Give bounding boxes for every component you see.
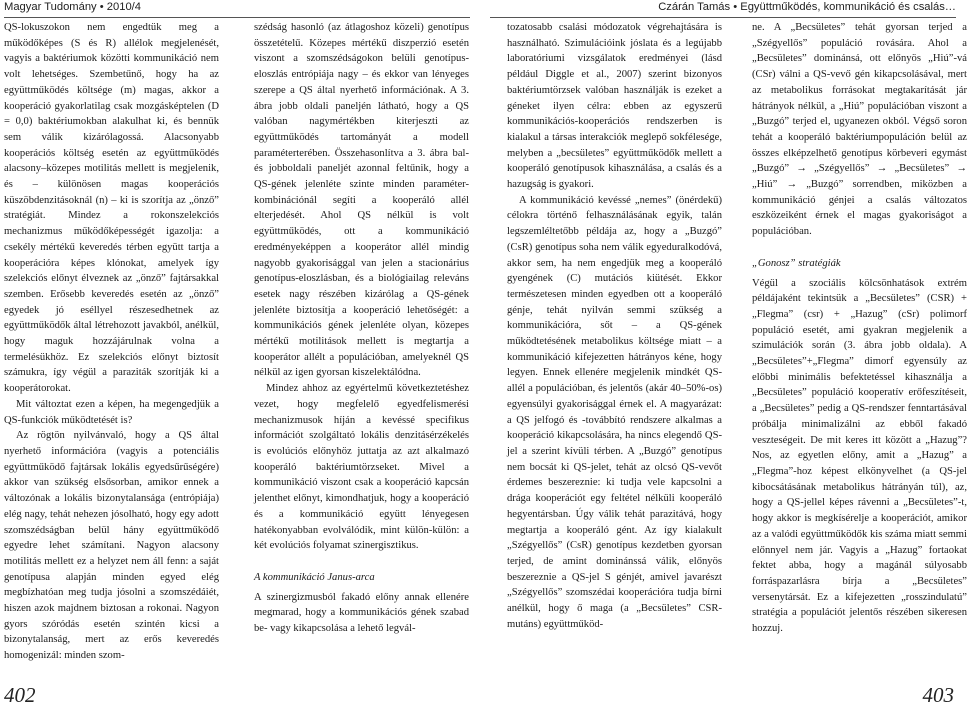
paragraph: A kommunikáció kevéssé „nemes” (önérdekű) célokra történő felhasználásának egyik, talán legszemléltetőbb példája az, hogy a „Buzgó” (CsR) genotípus soha nem válik egyeduralkodóvá, akkor sem, ha nem engedjük meg a kooperáló gyengének (C) mutációs kiütését. Ekkor természetesen minden egyedben ott a kooperáló génje, tehát nyilván semmi szükség a kommunikációra, sőt – a QS-gének működtetésének metabolikus költsége miatt – a kommunikáció kifejezetten hátrányos kéne, hogy legyen. Ennek ellenére megjelenik mindkét QS-allél a populációban, és jelentős (akár 40–50%-os) egyensúlyi gyakorisággal érnek el. A magyarázat: a QS jelfogó és -továbbító rendszere alkalmas a kooperáció kikapcsolására, ha nincs elegendő QS-jel a szerint kívüli térben. A „Buzgó” genotípus nem bocsát ki QS-jelet, tehát az olcsó QS-vevőt érdemes beszereznie: ki tudja vele kapcsolni a drága kooperációt egy feltétel nélküli kooperáló hegyentársban. Úgy válik tehát parazitává, hogy megtartja a kooperáló gént. Az így kialakult „Szégyellős” (CsR) genotípus kezdetben gyorsan terjed, de amint dominánssá válik, előnyös beszereznie a QS-jel S génjét, amivel javarészt „Szégyellős” szomszédai kooperációra tudja bírni anélkül, hogy ő maga (a „Becsületes” CSR-mutáns) együttműköd-: [507, 194, 722, 630]
running-header-left: Magyar Tudomány • 2010/4: [4, 1, 142, 13]
text-column-1: [4, 20, 219, 662]
page-number-left: 402: [4, 683, 36, 707]
paragraph: tozatosabb csalási módozatok végrehajtására is használható. Szimulációink jóslata és a legújabb laboratóriumi vizsgálatok eredményei (lásd például Diggle et al., 2007) szerint bizonyos baktériumtörzsek valóban használják is ezeket a géneket ilyen célra: ebben az egyszerű kommunikációs-kooperációs rendszerben is kialakul a társas interakciók meglepő sokfélesége, melyben a „becsületes” együttműködők mellett a kooperáló genotípusok kihasználása, a csalás és a hazugság is gyakori.: [507, 22, 722, 191]
header-rule-right: [490, 17, 956, 18]
text-column-4: [752, 20, 967, 652]
text-column-2: [254, 20, 469, 652]
section-heading: „Gonosz” stratégiák: [752, 257, 841, 269]
paragraph: Az rögtön nyilvánvaló, hogy a QS által nyerhető információra (vagyis a potenciális együttműködő fajtársak lokális egyedsűrűségére) akkor van szükség elsősorban, amikor ennek a változónak a lokális bizonytalansága (entrópiája) elég nagy, tehát nehezen jósolható, hogy egy adott szomszédságban belül hány együttműködő egyedre lehet számítani. Nagyon alacsony motilitás mellett ez a helyzet nem áll fenn: a saját genotípusa alapján minden egyed elég megbízhatóan meg tudja jósolni a szomszédáiét, hiszen azok majdnem biztosan a rokonai. Nagyon gyors szóródás esetén szintén kicsi a bizonytalanság, mert az erős keveredés homogenizál: minden szom-: [4, 430, 219, 662]
text-column-3: [507, 20, 722, 652]
page-number-right: 403: [922, 683, 954, 707]
paragraph: szédság hasonló (az átlagoshoz közeli) genotípus összetételű. Közepes mértékű diszperzió esetén viszont a szomszédságokon belüli genotípus-eloszlás entrópiája nagy – és ekkor van lényeges szerepe a QS által nyerhető információnak. A 3. ábra jobb oldali paneljén látható, hogy a QS valóban nagymértékben kiterjeszti az együttműködés tartományát a modell paraméterterében. Összehasonlítva a 3. ábra bal- és jobboldali paneljét azonnal feltűnik, hogy a QS-gének jelenléte szinte minden paraméter-kombinációnál segíti a kooperáló allél elterjedését. Ahol QS nélkül is volt együttműködés, ott a kommunikáció eredményeképpen a kooperátor allél mindig nagyobb gyakorisággal van jelen a stacionárius genotípus-eloszlásban, és a biológiailag releváns esetek nagy részében kizárólag a QS-gének jelenléte biztosítja a kooperáció lehetőségét: a kommunikációs gének jelenléte olyan, közepes mértékű motilitások mellett is megtartja a kooperátor allélt a populációban, amelyeknél QS nélkül az igen gyorsan kiszelektálódna.: [254, 22, 469, 379]
paragraph: Végül a szociális kölcsönhatások extrém példájaként tekintsük a „Becsületes” (CSR) + „Flegma” (csr) + „Hazug” (cSr) polimorf populáció esetét, ami gyakran megjelenik a szimulációk során (3. ábra jobb oldala). A „Becsületes”+„Flegma” dimorf egyensúly az előbbi minimális befektetéssel kihasználja a „Becsületes” populáció kooperatív erőfeszítéseit, a „Becsületes” pedig a QS-rendszer fenntartásával próbálja minimalizálni az ebből fakadó veszteségeit. De mit keres itt között a „Hazug”? Nos, az egyetlen előny, amit a „Hazug” a „Flegma”-hoz képest elkönyvelhet (a QS-jel kibocsátásának metabolikus hátrányán túl), az, hogy a QS-jellel képes rávenni a „Becsületes”-t, hogy akkor is megkísérelje a kooperációt, amikor az a valódi együttműködők kis száma miatt semmi előnnyel nem jár. Vagyis a „Hazug” fortaokat fektet abba, hogy a magánál súlyosabb forráspazarlásra bírja a „Becsületes” versenytársát. Ez a kifejezetten „rosszindulatú” stratégia a populációt jelentős részében sikeresen hozzuj.: [752, 277, 967, 635]
running-header-right: Czárán Tamás • Együttműködés, kommunikáció és csalás…: [658, 1, 956, 13]
paragraph: Mindez ahhoz az egyértelmű következtetéshez vezet, hogy megfelelő egyedfelismerési mechanizmusok híján a kevéssé specifikus információt szolgáltató lokális denzitásérzékelés is evolúciós előnyhöz juttatja az azt alkalmazó kooperáló baktériumtörzseket. Mivel a kommunikáció viszont csak a kooperáció kapcsán jelenthet előnyt, kimondhatjuk, hogy a kooperáció és a kommunikáció együtt lényegesen hatékonyabban evolválódik, mint külön-külön: a két evolúciós folyamat szinergisztikus.: [254, 383, 469, 552]
section-heading: A kommunikáció Janus-arca: [254, 571, 375, 583]
paragraph: A szinergizmusból fakadó előny annak ellenére megmarad, hogy a kommunikációs gének szabad be- vagy kikapcsolása a lehető legvál-: [254, 591, 469, 635]
header-rule-left: [4, 17, 470, 18]
paragraph: ne. A „Becsületes” tehát gyorsan terjed a „Szégyellős” populáció rovására. Ahol a „Becsületes” dominánsá, ott előnyös „Hiú”-vá (CSr) válni a QS-vevő gén kikapcsolásával, mert az metabolikus forrásokat megtakarítását jár hátrányok nélkül, a „Hiú” populációban viszont a „Buzgó” terjed el, ugyanezen okból. Végső soron tehát a kooperáló baktériumpopuláción belül az összes elképzelhető genotípus körbeveri egymást „Buzgó” → „Szégyellős” → „Becsületes” → „Hiú” → „Buzgó” sorrendben, miközben a kommunikáció génjei a csalás változatos eszközeiként érnek el magas gyakoriságot a populációban.: [752, 22, 967, 238]
paragraph: QS-lokuszokon nem engedtük meg a működőképes (S és R) allélok megjelenését, vagyis a baktériumok közötti kommunikáció nem volt lehetséges. Szembetűnő, hogy ha az együttműködés költsége (m) magas, akkor a kooperáció gyakorlatilag csak mozgásképtelen (D = 0,0) baktériumokban alakulhat ki, és bennük sem válik kizárólagossá. Alacsonyabb kooperációs költség esetén az együttműködés alacsony–közepes motilitás mellett is megjelenik, és – különösen magas kooperációs küszöbdenzitásoknál (n) – ki is szorítja az „önző” stratégiát. Mindez a rokonszelekciós mechanizmus működőképességét igazolja: a csekély mértékű keveredés térben együtt tartja a kooperációra képes klónokat, amelyek így szelekciós előnyt élveznek az „önző” fajtársakkal szemben. Erősebb keveredés esetén az „önző” egyedek jó eséllyel részesedhetnek az együttműködők által létrehozott javakból, anélkül, hogy maguk hozzájárulnak volna a termelésükhöz. Ez szelekciós előnyt biztosít számukra, így végül a paraziták szorítják ki a kooperátorokat.: [4, 22, 219, 395]
paragraph: Mit változtat ezen a képen, ha megengedjük a QS-funkciók működtetését is?: [4, 398, 219, 426]
